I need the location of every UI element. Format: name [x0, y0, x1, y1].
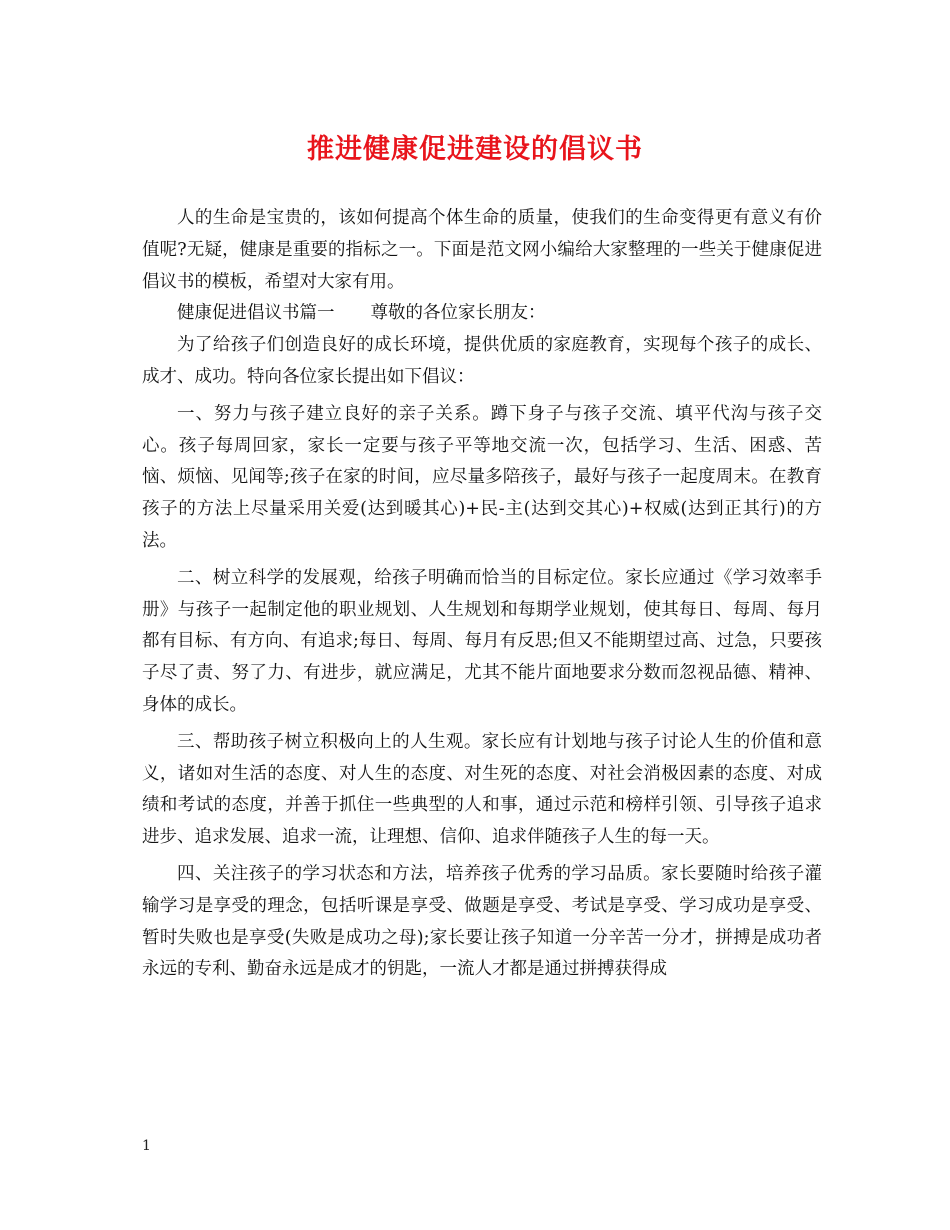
intro-paragraph: 人的生命是宝贵的，该如何提高个体生命的质量，使我们的生命变得更有意义有价值呢?无疑，健康是重要的指标之一。下面是范文网小编给大家整理的一些关于健康促进倡议书的模板，希望对大家有用。	[142, 208, 822, 292]
paragraph-purpose: 为了给孩子们创造良好的成长环境，提供优质的家庭教育，实现每个孩子的成长、成才、成功。特向各位家长提出如下倡议：	[142, 335, 822, 387]
document-body	[142, 203, 822, 991]
page-number: 1	[142, 1138, 151, 1154]
paragraph-item-2: 二、树立科学的发展观，给孩子明确而恰当的目标定位。家长应通过《学习效率手册》与孩子一起制定他的职业规划、人生规划和每期学业规划，使其每日、每周、每月都有目标、有方向、有追求;每日、每周、每月有反思;但又不能期望过高、过急，只要孩子尽了责、努了力、有进步，就应满足，尤其不能片面地要求分数而忽视品德、精神、身体的成长。	[142, 567, 822, 715]
document-title: 推进健康促进建设的倡议书	[307, 134, 643, 165]
paragraph-item-1: 一、努力与孩子建立良好的亲子关系。蹲下身子与孩子交流、填平代沟与孩子交心。孩子每周回家，家长一定要与孩子平等地交流一次，包括学习、生活、困惑、苦恼、烦恼、见闻等;孩子在家的时间，应尽量多陪孩子，最好与孩子一起度周末。在教育孩子的方法上尽量采用关爱(达到暖其心)+民-主(达到交其心)+权威(达到正其行)的方法。	[142, 403, 822, 551]
paragraph-item-4: 四、关注孩子的学习状态和方法，培养孩子优秀的学习品质。家长要随时给孩子灌输学习是享受的理念，包括听课是享受、做题是享受、考试是享受、学习成功是享受、暂时失败也是享受(失败是成功之母);家长要让孩子知道一分辛苦一分才，拼搏是成功者永远的专利、勤奋永远是成才的钥匙，一流人才都是通过拼搏获得成	[142, 863, 822, 980]
paragraph-item-3: 三、帮助孩子树立积极向上的人生观。家长应有计划地与孩子讨论人生的价值和意义，诸如对生活的态度、对人生的态度、对生死的态度、对社会消极因素的态度、对成绩和考试的态度，并善于抓住一些典型的人和事，通过示范和榜样引领、引导孩子追求进步、追求发展、追求一流，让理想、信仰、追求伴随孩子人生的每一天。	[142, 731, 822, 848]
section-heading-line	[142, 298, 822, 330]
salutation: 尊敬的各位家长朋友：	[370, 303, 546, 324]
section-heading: 健康促进倡议书篇一	[177, 303, 335, 324]
